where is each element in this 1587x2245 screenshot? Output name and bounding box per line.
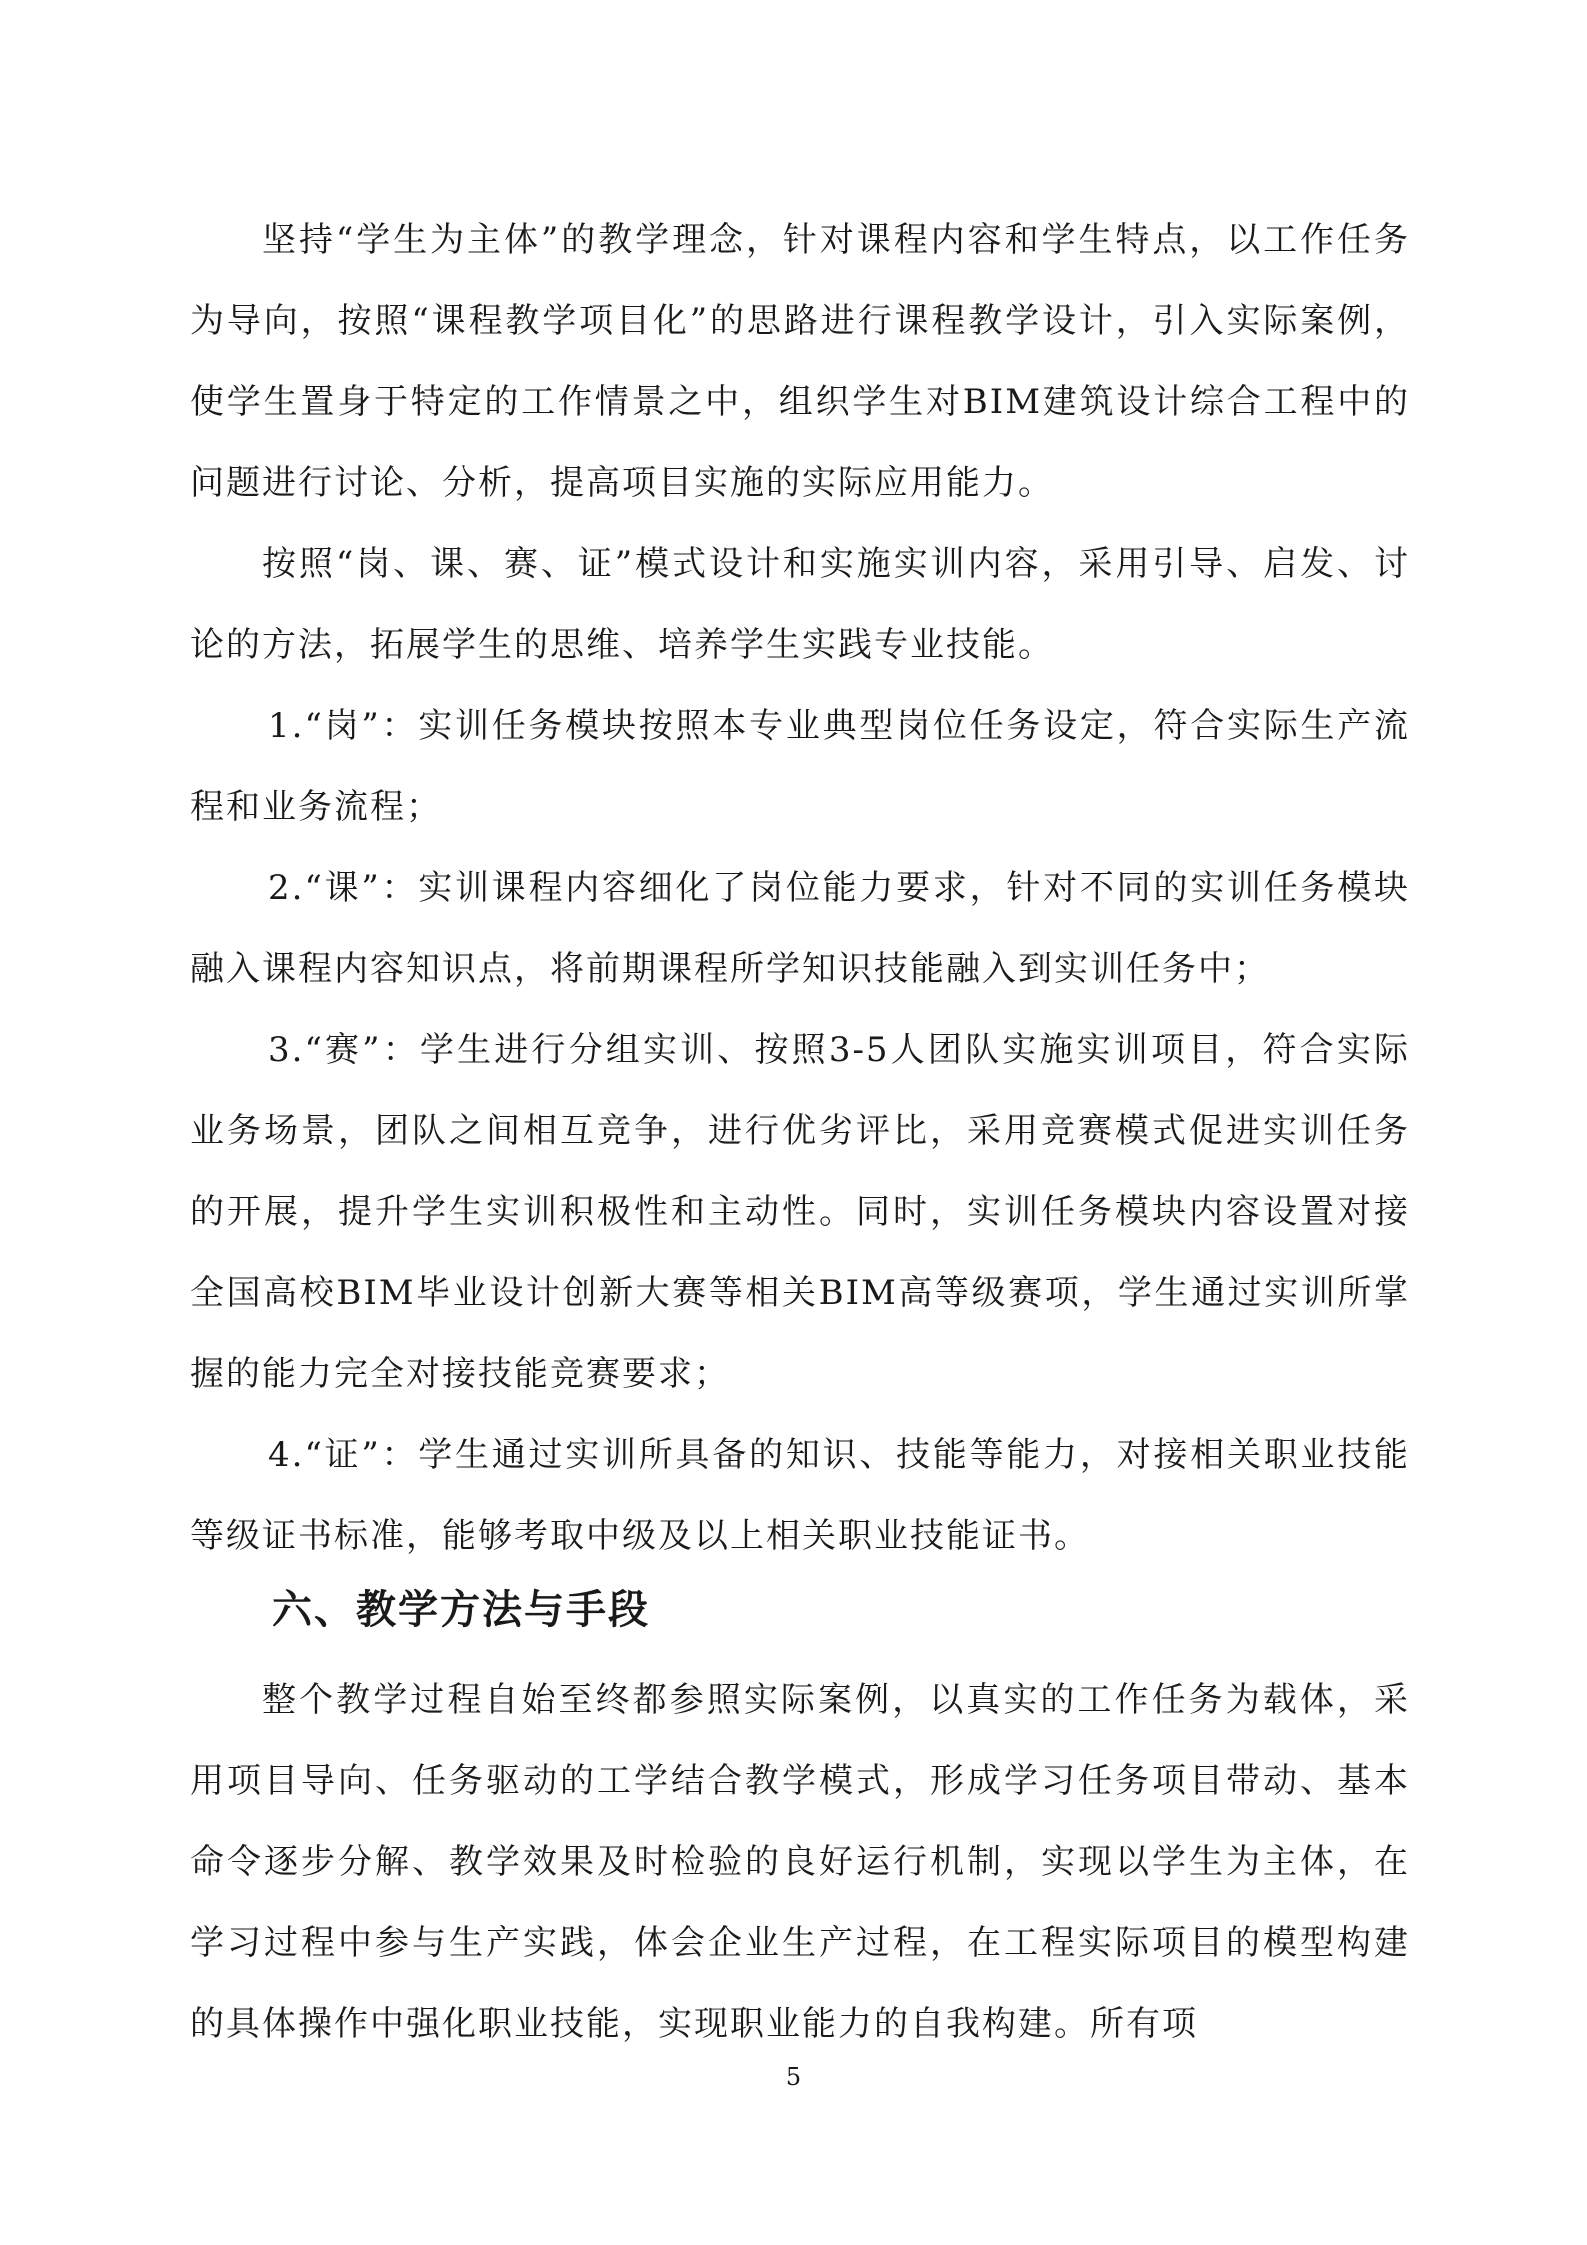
list-item-ke: 2.“课”：实训课程内容细化了岗位能力要求，针对不同的实训任务模块融入课程内容知识点，将前期课程所学知识技能融入到实训任务中； — [190, 868, 1410, 989]
paragraph-teaching-methods: 整个教学过程自始至终都参照实际案例，以真实的工作任务为载体，采用项目导向、任务驱动的工学结合教学模式，形成学习任务项目带动、基本命令逐步分解、教学效果及时检验的良好运行机制，实现以学生为主体，在学习过程中参与生产实践，体会企业生产过程，在工程实际项目的模型构建的具体操作中强化职业技能，实现职业能力的自我构建。所有项 — [190, 1680, 1410, 2044]
section-heading: 六、教学方法与手段 — [272, 1587, 650, 1633]
paragraph-gang-ke-sai-zheng: 按照“岗、课、赛、证”模式设计和实施实训内容，采用引导、启发、讨论的方法，拓展学生的思维、培养学生实践专业技能。 — [190, 544, 1410, 665]
list-item-zheng: 4.“证”：学生通过实训所具备的知识、技能等能力，对接相关职业技能等级证书标准，能够考取中级及以上相关职业技能证书。 — [190, 1435, 1410, 1556]
paragraph-student-centered: 坚持“学生为主体”的教学理念，针对课程内容和学生特点，以工作任务为导向，按照“课程教学项目化”的思路进行课程教学设计，引入实际案例，使学生置身于特定的工作情景之中，组织学生对BIM建筑设计综合工程中的问题进行讨论、分析，提高项目实施的实际应用能力。 — [190, 220, 1410, 503]
page-number: 5 — [785, 2063, 802, 2091]
list-item-sai: 3.“赛”：学生进行分组实训、按照3-5人团队实施实训项目，符合实际业务场景，团队之间相互竞争，进行优劣评比，采用竞赛模式促进实训任务的开展，提升学生实训积极性和主动性。同时，实训任务模块内容设置对接全国高校BIM毕业设计创新大赛等相关BIM高等级赛项，学生通过实训所掌握的能力完全对接技能竞赛要求； — [190, 1030, 1410, 1394]
list-item-gang: 1.“岗”：实训任务模块按照本专业典型岗位任务设定，符合实际生产流程和业务流程； — [190, 706, 1410, 827]
